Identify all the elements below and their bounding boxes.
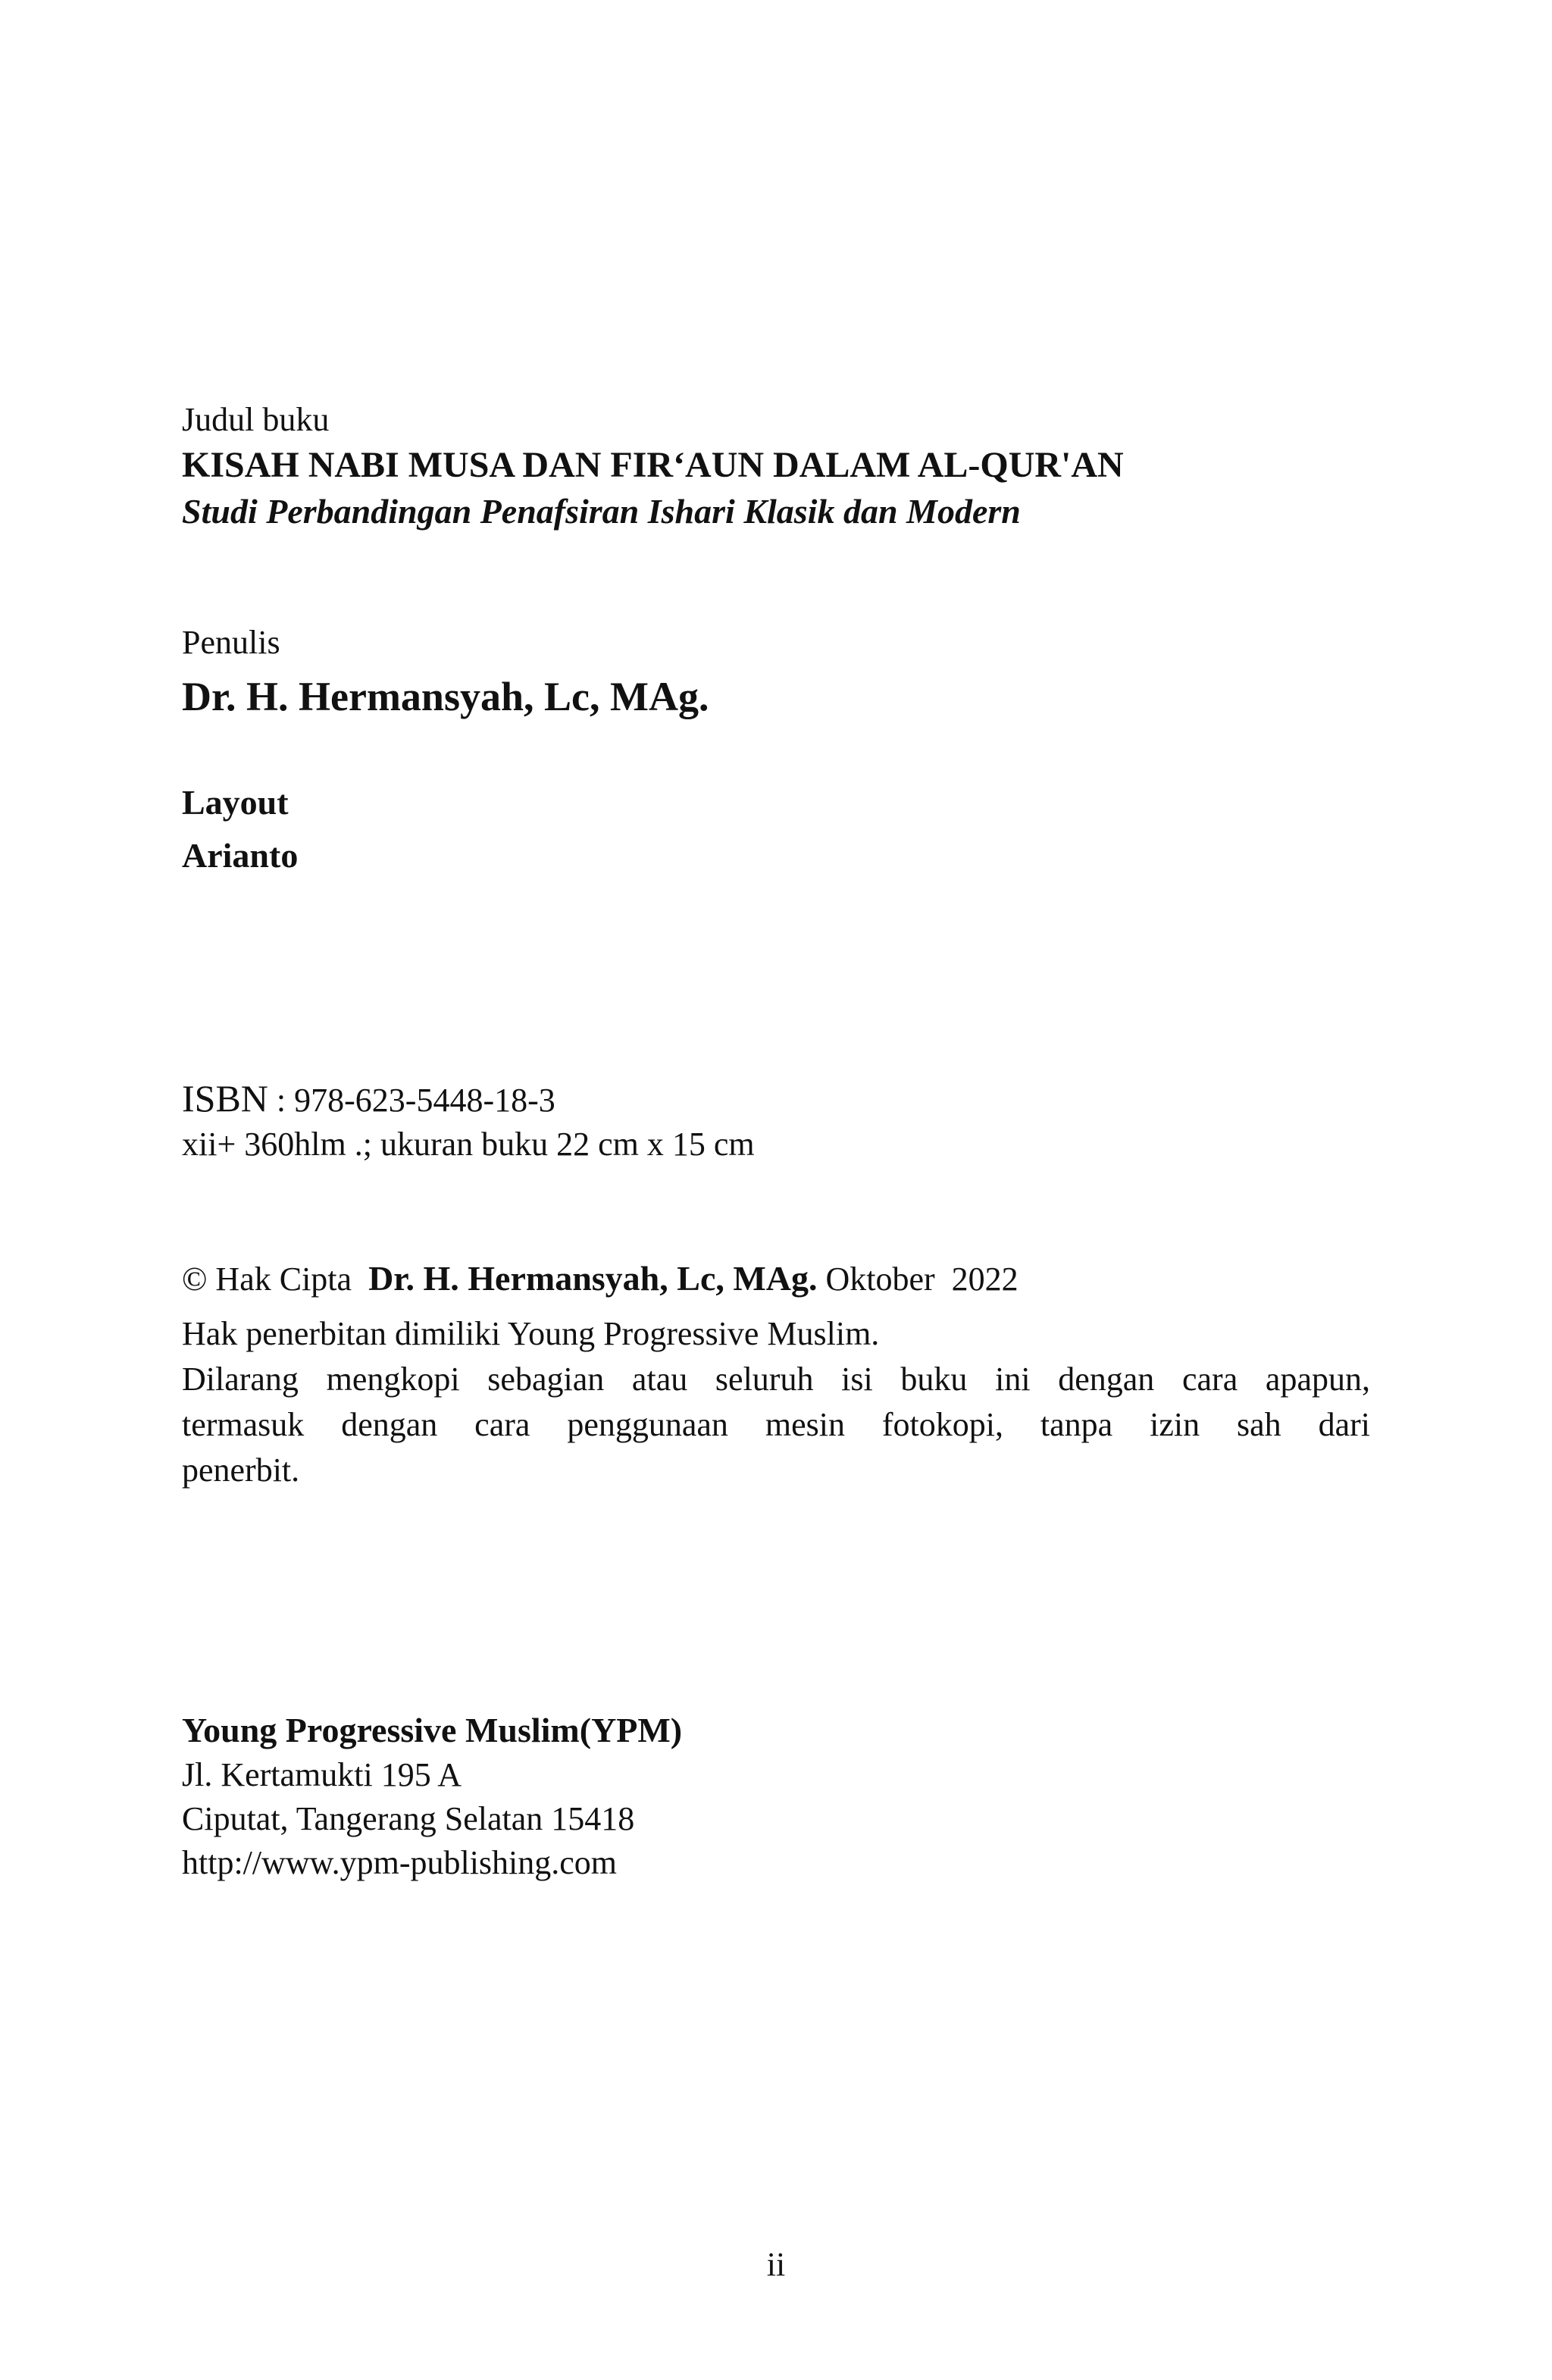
isbn-line	[182, 1077, 555, 1120]
title-label: Judul buku	[182, 401, 330, 438]
publisher-name: Young Progressive Muslim(YPM)	[182, 1711, 683, 1749]
page-number: ii	[766, 2246, 786, 2283]
isbn-label: ISBN	[182, 1077, 268, 1120]
book-subtitle: Studi Perbandingan Penafsiran Ishari Klasik dan Modern	[182, 492, 1021, 531]
copyright-date: Oktober 2022	[825, 1260, 1018, 1298]
notice-line: penerbit.	[182, 1451, 300, 1489]
publisher-website: http://www.ypm-publishing.com	[182, 1844, 618, 1881]
copyright-notice	[182, 1357, 1370, 1493]
notice-line: termasuk dengan cara penggunaan mesin fotokopi, tanpa izin sah dari	[182, 1406, 1370, 1443]
isbn-value: : 978-623-5448-18-3	[268, 1082, 555, 1119]
copyright-holder: Dr. H. Hermansyah, Lc, MAg.	[368, 1259, 818, 1298]
layout-label: Layout	[182, 783, 289, 822]
copyright-prefix: © Hak Cipta	[182, 1260, 352, 1298]
publisher-address-line1: Jl. Kertamukti 195 A	[182, 1756, 462, 1793]
copyright-line	[182, 1261, 1018, 1296]
publisher-address-line2: Ciputat, Tangerang Selatan 15418	[182, 1800, 635, 1837]
notice-line: Dilarang mengkopi sebagian atau seluruh isi buku ini dengan cara apapun,	[182, 1361, 1370, 1398]
author-label: Penulis	[182, 624, 280, 661]
author-name: Dr. H. Hermansyah, Lc, MAg.	[182, 674, 709, 719]
publishing-rights: Hak penerbitan dimiliki Young Progressive Muslim.	[182, 1315, 880, 1352]
book-details: xii+ 360hlm .; ukuran buku 22 cm x 15 cm	[182, 1126, 755, 1163]
book-title: KISAH NABI MUSA DAN FIR‘AUN DALAM AL-QUR'AN	[182, 445, 1124, 485]
layout-name: Arianto	[182, 836, 299, 875]
